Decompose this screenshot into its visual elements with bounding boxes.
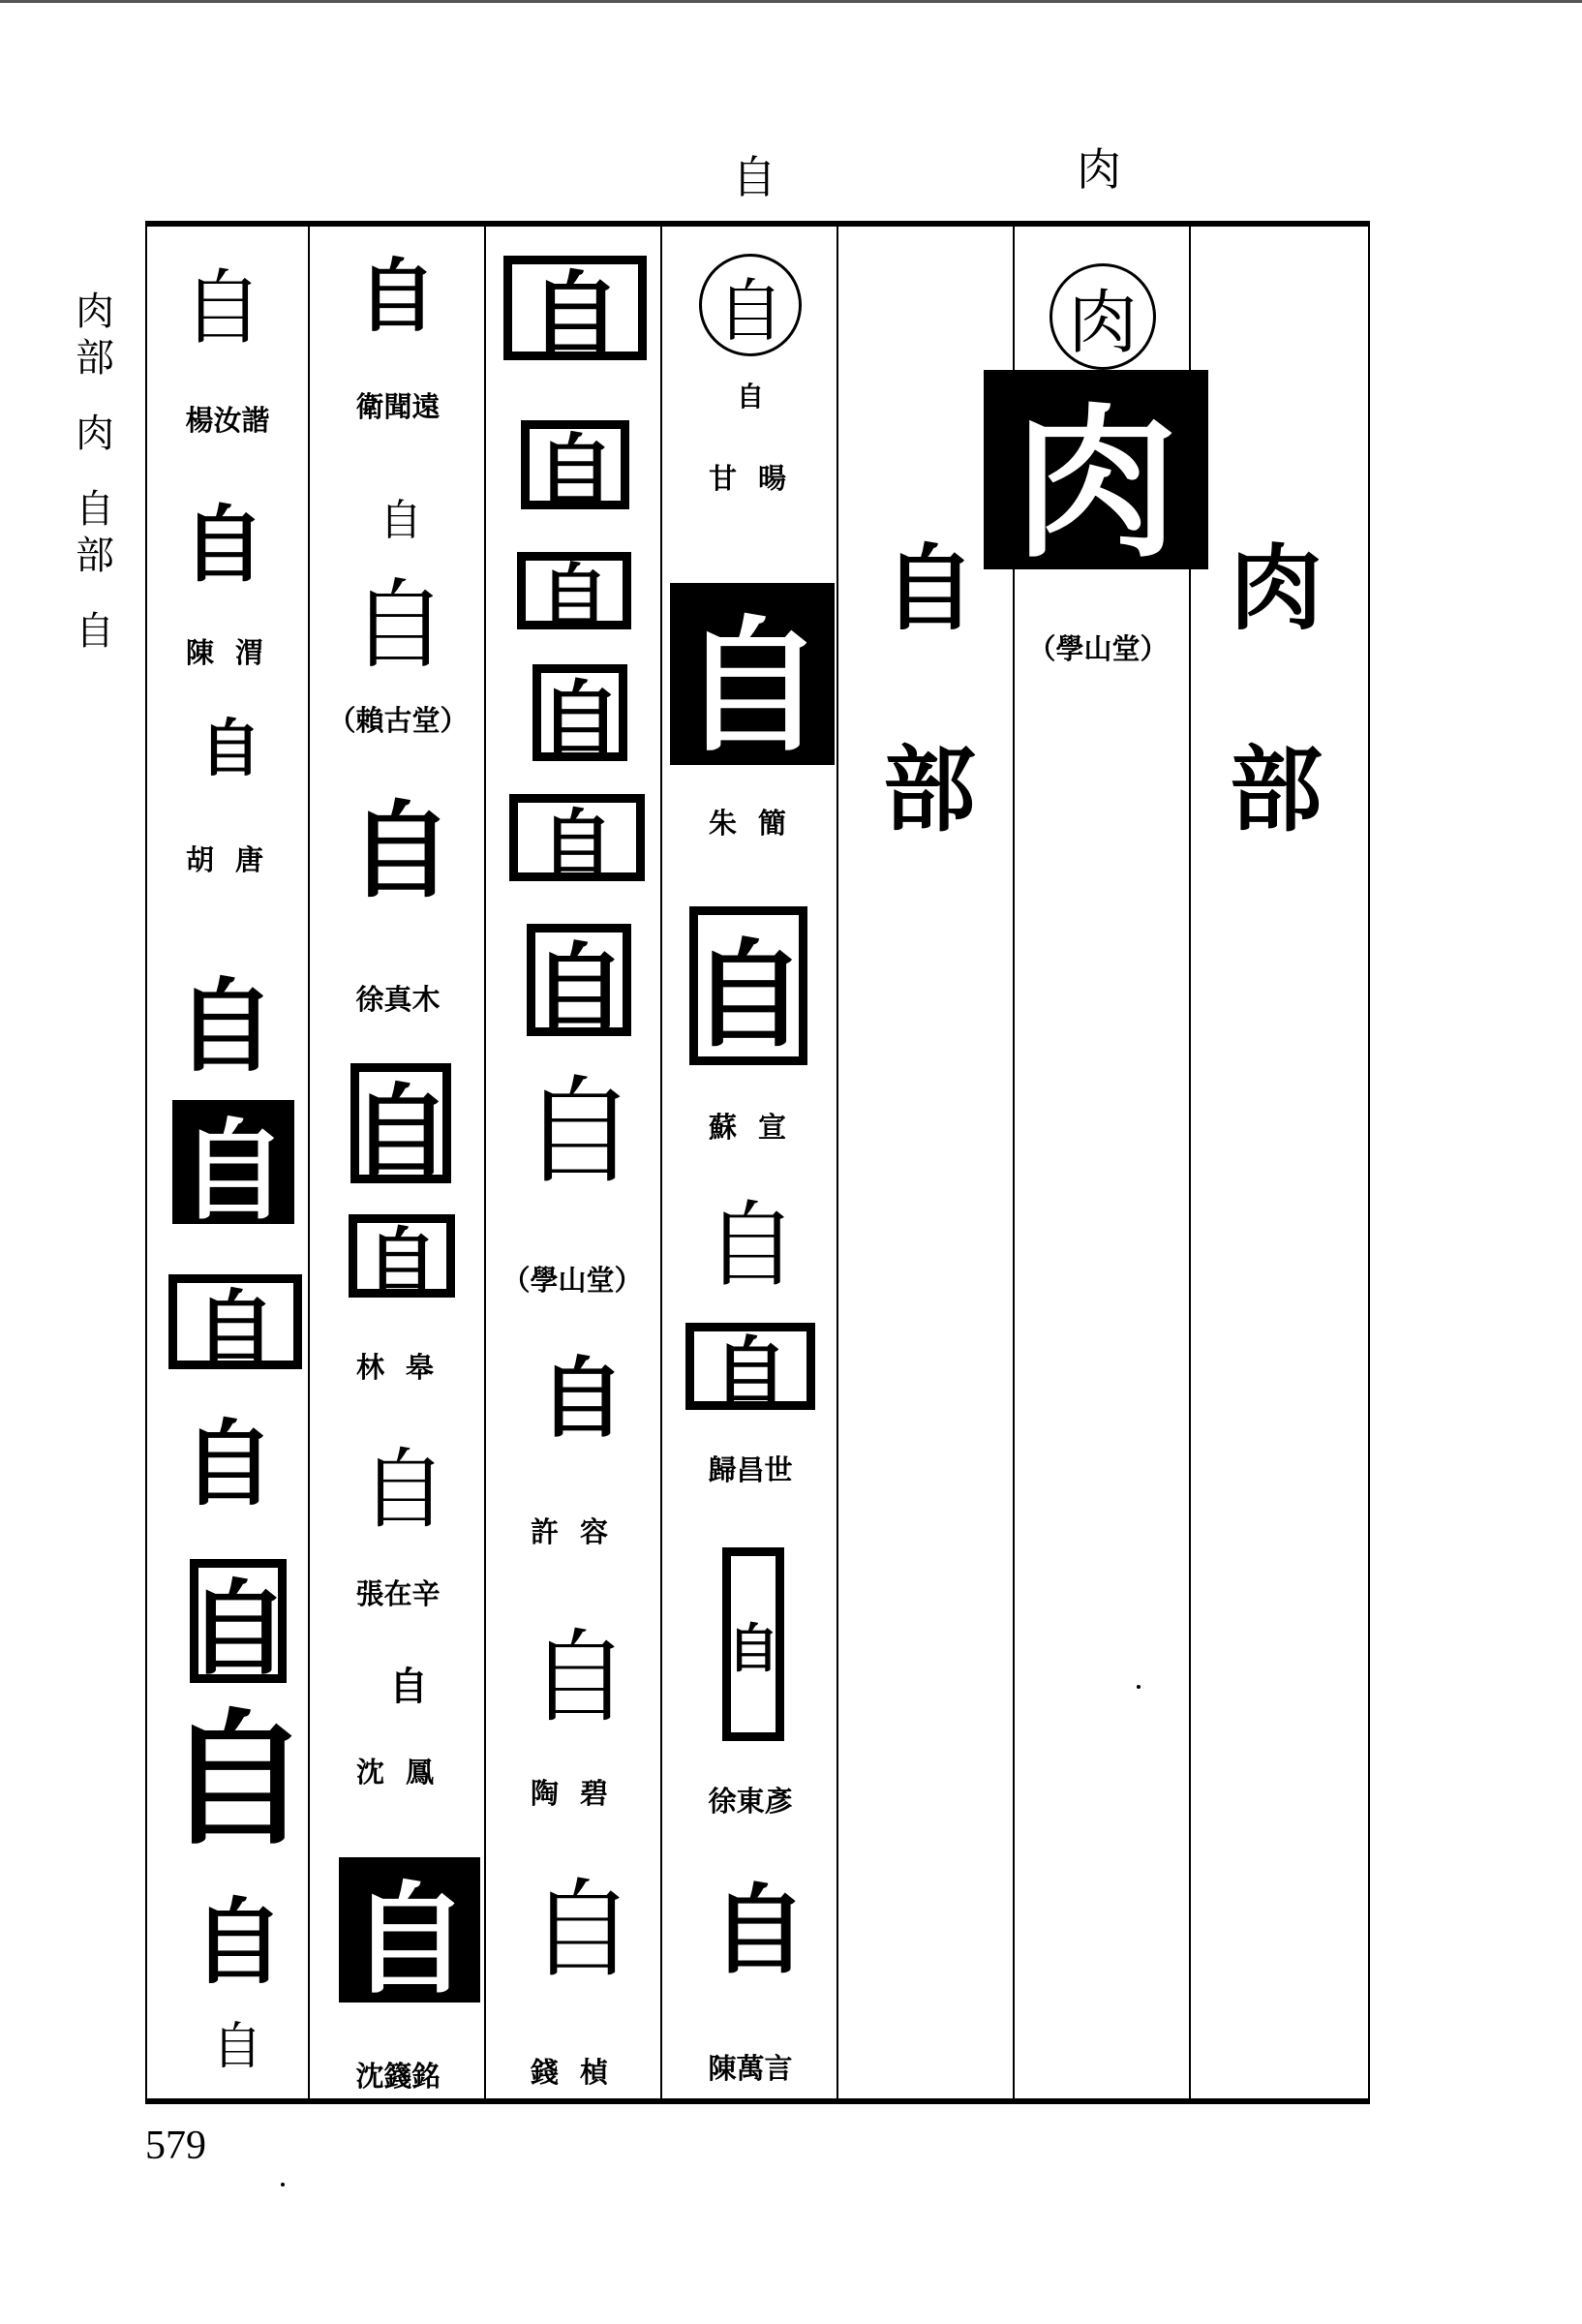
- seal-impression: 自: [528, 1618, 629, 1736]
- side-index-item: 肉: [76, 412, 114, 456]
- seal-impression: 自: [527, 924, 631, 1036]
- seal-caption: 歸昌世: [708, 1453, 793, 1486]
- seal-caption: 陳 渭: [185, 636, 270, 669]
- seal-impression: 自: [532, 664, 627, 761]
- seal-impression: 自: [350, 1063, 451, 1183]
- section-title-rou-1: 肉: [1230, 535, 1323, 643]
- seal-impression: 自: [689, 906, 807, 1065]
- seal-impression: 自: [349, 791, 454, 912]
- seal-impression: 自: [182, 1410, 275, 1518]
- seal-impression: 自: [711, 1874, 807, 1987]
- seal-impression: 自: [199, 714, 261, 785]
- seal-impression: 自: [521, 1065, 637, 1200]
- seal-impression: 自: [360, 1439, 447, 1541]
- seal-caption: （學山堂）: [1027, 632, 1169, 665]
- section-title-zi-1: 自: [883, 535, 976, 643]
- seal-caption: 林 皋: [355, 1351, 441, 1384]
- header-radical-rou: 肉: [1077, 143, 1121, 196]
- column-divider: [837, 227, 838, 2098]
- seal-caption: 衛聞遠: [355, 390, 441, 423]
- seal-impression: 自: [349, 1214, 455, 1298]
- seal-caption: 徐真木: [355, 983, 441, 1016]
- seal-impression: 自: [339, 1857, 480, 2003]
- seal-impression: 自: [736, 381, 764, 413]
- page-number: 579: [145, 2124, 206, 2168]
- side-index-item: 部: [76, 336, 114, 381]
- seal-impression: 自: [165, 1697, 311, 1865]
- seal-caption: 陶 碧: [530, 1777, 615, 1810]
- seal-impression: 自: [380, 496, 422, 545]
- seal-caption: （賴古堂）: [327, 704, 469, 737]
- seal-impression: 自: [685, 1323, 815, 1410]
- top-rule: [0, 0, 1582, 3]
- seal-impression: 自: [670, 583, 835, 765]
- side-index: [68, 289, 122, 655]
- seal-impression: 自: [509, 794, 645, 881]
- seal-caption: 朱 簡: [708, 807, 793, 840]
- seal-impression: 自: [705, 1191, 798, 1300]
- seal-impression: 自: [172, 1100, 294, 1224]
- side-index-item: 部: [76, 534, 114, 578]
- print-speck: [281, 2183, 285, 2186]
- seal-caption: 楊汝諧: [185, 404, 270, 437]
- seal-caption: 沈 鳳: [355, 1756, 441, 1789]
- seal-impression: 自: [356, 251, 437, 343]
- seal-impression: 自: [192, 1888, 285, 1997]
- seal-caption: 沈籛銘: [355, 2060, 441, 2093]
- head-character-zi: 自: [699, 254, 802, 356]
- seal-impression: 自: [389, 1665, 428, 1709]
- seal-impression: 自: [529, 1868, 635, 1992]
- column-divider: [484, 227, 486, 2098]
- side-index-item: 肉: [76, 290, 114, 334]
- seal-impression: 自: [517, 552, 631, 629]
- seal-impression: 自: [521, 420, 629, 509]
- head-character-rou: 肉: [1050, 263, 1156, 370]
- seal-impression: 自: [168, 1274, 302, 1369]
- seal-impression: 自: [190, 1559, 287, 1683]
- seal-caption: 許 容: [530, 1515, 615, 1548]
- seal-impression: 自: [181, 260, 263, 355]
- seal-caption: 張在辛: [355, 1577, 441, 1610]
- seal-caption: （學山堂）: [502, 1264, 643, 1297]
- seal-impression: 自: [538, 1348, 625, 1450]
- side-index-item: 自: [76, 487, 114, 532]
- seal-caption: 徐東彥: [708, 1785, 793, 1818]
- seal-impression: 自: [350, 568, 447, 682]
- seal-impression: 自: [174, 967, 276, 1086]
- seal-impression: 自: [722, 1547, 784, 1741]
- side-index-item: 自: [76, 609, 114, 654]
- seal-impression: 自: [182, 497, 265, 594]
- seal-impression-rou: 肉: [984, 370, 1208, 569]
- seal-impression: 自: [211, 2018, 262, 2076]
- seal-caption: 蘇 宣: [708, 1111, 793, 1144]
- seal-caption: 胡 唐: [185, 843, 270, 876]
- section-title-zi-2: 部: [883, 736, 976, 844]
- print-speck: [1137, 1685, 1141, 1689]
- seal-caption: 錢 楨: [530, 2056, 615, 2089]
- header-radical-zi: 自: [732, 151, 776, 203]
- seal-caption: 甘 暘: [708, 462, 793, 495]
- seal-caption: 陳萬言: [708, 2052, 793, 2085]
- seal-impression: 自: [503, 256, 647, 360]
- section-title-rou-2: 部: [1230, 736, 1323, 844]
- column-divider: [660, 227, 662, 2098]
